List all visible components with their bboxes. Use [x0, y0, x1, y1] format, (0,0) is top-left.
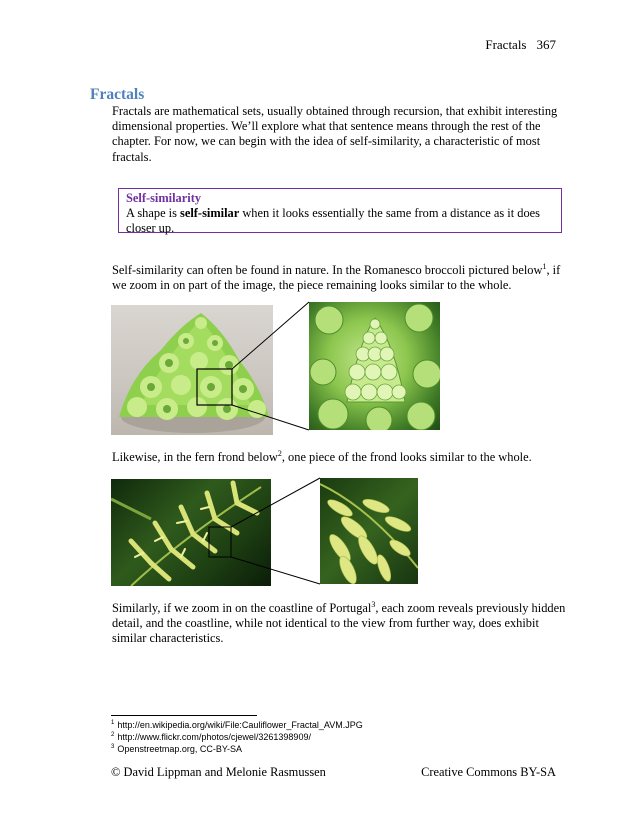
definition-box: [118, 188, 562, 236]
header-title: Fractals: [485, 37, 527, 52]
coastline-paragraph: [112, 601, 572, 647]
fern-text-before: Likewise, in the fern frond below: [112, 450, 278, 464]
running-header: [485, 37, 556, 53]
definition-title: Self-similarity: [126, 191, 202, 205]
footnote-1-number: 1: [111, 720, 115, 726]
fern-zoom-photo: [320, 478, 418, 584]
footnote-ref-2[interactable]: 2: [277, 448, 282, 458]
broccoli-text-before: Self-similarity can often be found in nature. In the Romanesco broccoli pictured below: [112, 263, 543, 277]
footer-copyright: © David Lippman and Melonie Rasmussen: [111, 765, 326, 779]
footnote-3: [111, 743, 363, 755]
footnote-2-link[interactable]: http://www.flickr.com/photos/cjewel/3261398909/: [117, 732, 311, 742]
coastline-text-after: , each zoom reveals previously hidden detail, and the coastline, while not identical to the view from further way, does exhibit similar characteristics.: [112, 601, 566, 646]
definition-suffix: when it looks essentially the same from a distance as it does closer up.: [126, 206, 540, 236]
definition-prefix: A shape is: [126, 206, 181, 220]
fern-photo: [111, 479, 271, 586]
footnote-2-number: 2: [111, 732, 115, 738]
broccoli-zoom-photo: [309, 302, 440, 430]
footnotes: [111, 719, 363, 755]
definition-body: [126, 206, 558, 236]
definition-term: self-similar: [180, 206, 240, 220]
broccoli-text-after: , if we zoom in on part of the image, the piece remaining looks similar to the whole.: [112, 263, 561, 293]
broccoli-photo: [111, 305, 273, 435]
footnote-1-link[interactable]: http://en.wikipedia.org/wiki/File:Cauliflower_Fractal_AVM.JPG: [117, 720, 363, 730]
fern-paragraph: [112, 450, 572, 465]
page-number: 367: [536, 37, 556, 52]
footnote-1: [111, 719, 363, 731]
footnote-2: [111, 731, 363, 743]
section-title: Fractals: [90, 86, 145, 103]
footnote-ref-1[interactable]: 1: [542, 261, 547, 271]
fern-text-after: , one piece of the frond looks similar to the whole.: [281, 450, 532, 464]
footnote-3-text: Openstreetmap.org, CC-BY-SA: [117, 744, 243, 754]
footnote-rule: [111, 715, 257, 716]
coastline-text-before: Similarly, if we zoom in on the coastline of Portugal: [112, 601, 372, 615]
broccoli-paragraph: [112, 263, 572, 293]
footer-license: Creative Commons BY-SA: [421, 765, 556, 779]
intro-paragraph: Fractals are mathematical sets, usually obtained through recursion, that exhibit interesting dimensional properties. We’ll explore what that sentence means through the rest of the chapter. For now, we can begin with the idea of self-similarity, a characteristic of most fractals.: [112, 104, 558, 164]
footnote-ref-3[interactable]: 3: [371, 599, 376, 609]
footnote-3-number: 3: [111, 744, 115, 750]
